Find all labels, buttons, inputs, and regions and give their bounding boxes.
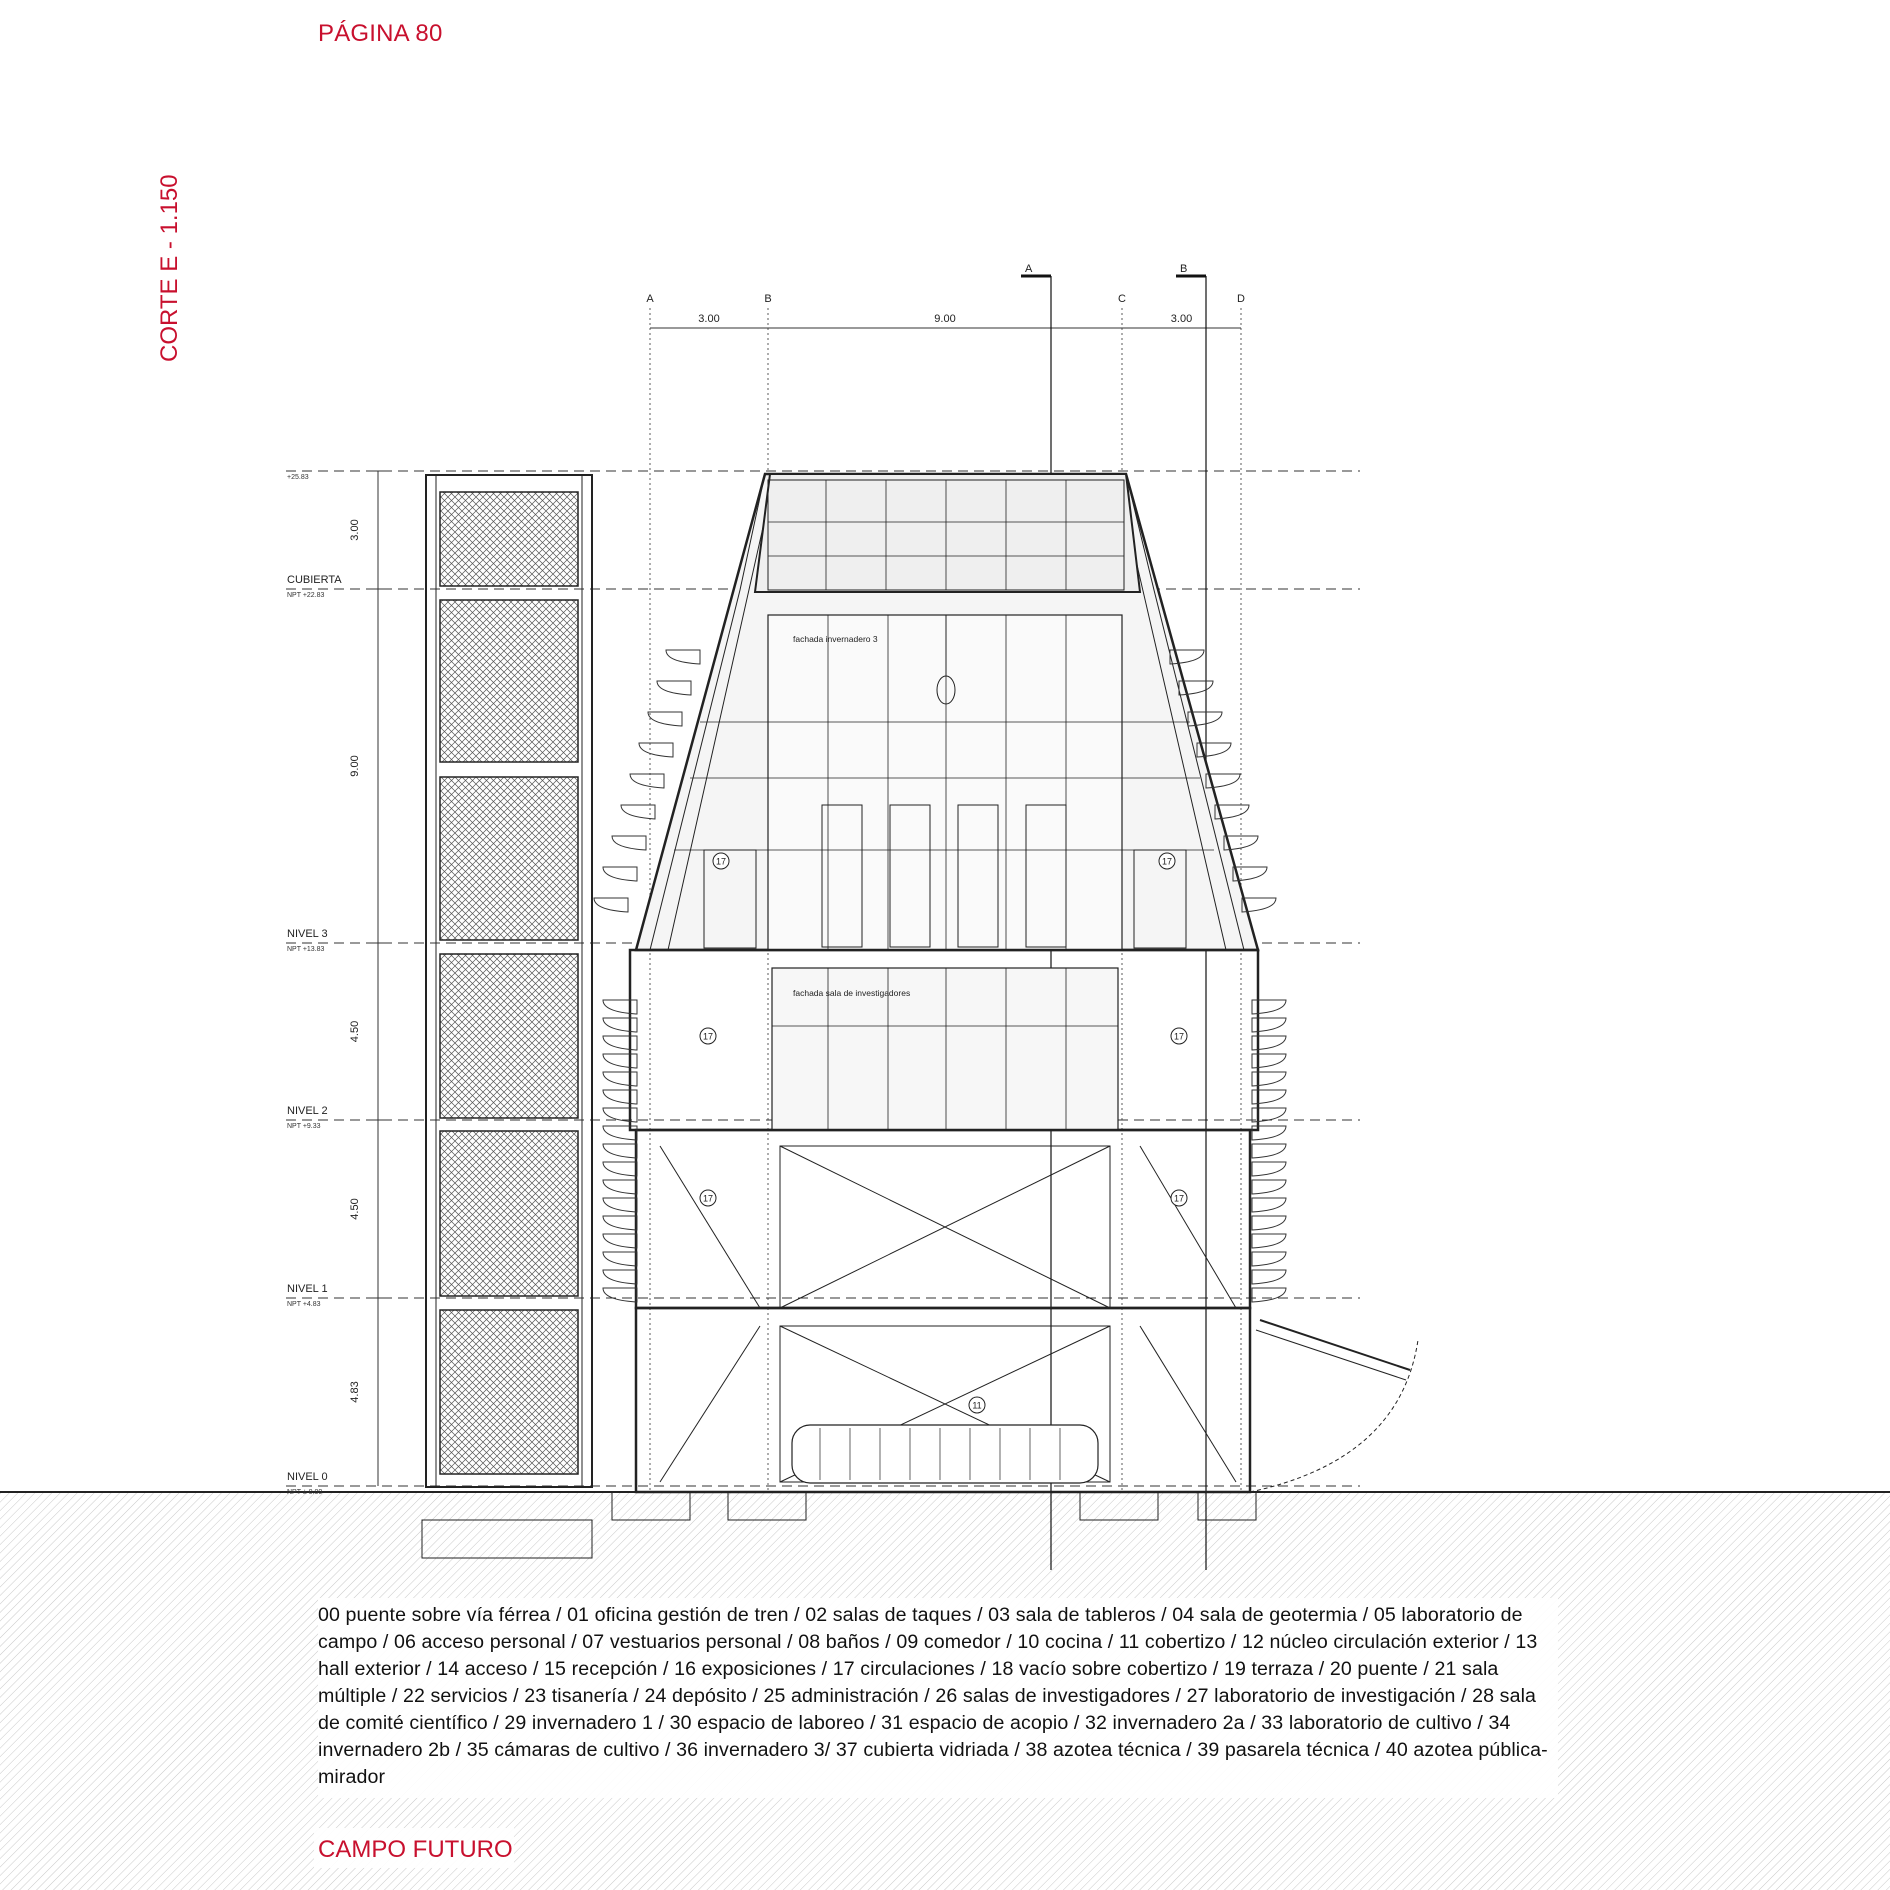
louvre-blade — [594, 898, 628, 912]
mesh-panel — [440, 600, 578, 762]
grid-axis-label: C — [1118, 293, 1126, 305]
louvre-blade — [1252, 1234, 1286, 1248]
louvre-blade — [603, 1198, 637, 1212]
louvre-blade — [657, 681, 691, 695]
mesh-panel — [440, 777, 578, 940]
level-npt: NPT +22.83 — [287, 592, 325, 599]
vertical-dimension: 9.00 — [349, 755, 361, 777]
louvre-blade — [1252, 1144, 1286, 1158]
top-dimension: 3.00 — [698, 313, 720, 325]
level-name: NIVEL 3 — [287, 928, 328, 940]
room-tag-number: 17 — [1173, 1193, 1185, 1204]
vertical-dimension: 4.50 — [349, 1198, 361, 1220]
louvre-blade — [603, 1072, 637, 1086]
louvre-blade — [603, 1000, 637, 1014]
louvre-blade — [1252, 1162, 1286, 1176]
level-npt: +25.83 — [287, 474, 309, 481]
louvre-blade — [603, 1126, 637, 1140]
room-tag-number: 11 — [972, 1400, 982, 1411]
grid-axis-label: A — [646, 293, 654, 305]
level-name: NIVEL 0 — [287, 1471, 328, 1483]
louvre-blade — [603, 1162, 637, 1176]
level-npt: NPT +4.83 — [287, 1301, 321, 1308]
room-tag-number: 17 — [715, 856, 727, 867]
louvre-blade — [603, 1270, 637, 1284]
louvre-blade — [603, 1090, 637, 1104]
vertical-dimension: 3.00 — [349, 519, 361, 541]
level-name: NIVEL 2 — [287, 1105, 328, 1117]
louvre-blade — [666, 650, 700, 664]
circulation-tower — [426, 475, 592, 1487]
top-dimension: 9.00 — [934, 313, 956, 325]
louvre-blade — [603, 1252, 637, 1266]
mesh-panel — [440, 954, 578, 1118]
level-npt: NPT ± 0.00 — [287, 1489, 323, 1496]
louvre-blade — [603, 1288, 637, 1302]
louvre-blade — [1252, 1270, 1286, 1284]
vertical-dimension: 4.83 — [349, 1381, 361, 1403]
louvre-blade — [621, 805, 655, 819]
mesh-panel — [440, 1131, 578, 1296]
louvre-blade — [1252, 1180, 1286, 1194]
grid-axis-label: B — [764, 293, 772, 305]
mesh-panels — [440, 492, 578, 1474]
level-name: CUBIERTA — [287, 574, 342, 586]
section-marker-label: A — [1025, 263, 1033, 275]
room-tag-number: 17 — [702, 1193, 714, 1204]
louvre-blade — [603, 1144, 637, 1158]
mesh-panel — [440, 492, 578, 586]
louvre-blade — [603, 1216, 637, 1230]
louvre-blade — [603, 1036, 637, 1050]
louvre-blade — [612, 836, 646, 850]
louvre-blade — [1252, 1198, 1286, 1212]
page-number: PÁGINA 80 — [318, 20, 443, 47]
annotation-researchers-facade: fachada sala de investigadores — [793, 988, 911, 998]
louvre-blade — [603, 867, 637, 881]
top-dimension: 3.00 — [1170, 313, 1193, 325]
level-labels — [287, 474, 342, 1496]
vertical-dimensions — [349, 471, 384, 1486]
legend-text: 00 puente sobre vía férrea / 01 oficina gestión de tren / 02 salas de taques / 03 sala de tableros / 04 sala de geotermia / 05 laboratorio de campo / 06 acceso personal / 07 vestuarios personal / 08 baños / 09 comedor / 10 cocina / 11 cobertizo / 12 núcleo circulación exterior / 13 hall exterior / 14 acceso / 15 recepción / 16 exposiciones / 17 circulaciones / 18 vacío sobre cobertizo / 19 terraza / 20 puente / 21 sala múltiple / 22 servicios / 23 tisanería / 24 depósito / 25 administración / 26 salas de investigadores / 27 laboratorio de investigación / 28 sala de comité científico / 29 invernadero 1 / 30 espacio de laboreo / 31 espacio de acopio / 32 invernadero 2a / 33 laboratorio de cultivo / 34 invernadero 2b / 35 cámaras de cultivo / 36 invernadero 3/ 37 cubierta vidriada / 38 azotea técnica / 39 pasarela técnica / 40 azotea pública-mirador — [318, 1604, 1548, 1788]
louvre-blade — [639, 743, 673, 757]
louvre-blade — [648, 712, 682, 726]
section-title: CORTE E - 1.150 — [156, 174, 183, 362]
vertical-dimension: 4.50 — [349, 1020, 361, 1043]
section-marker-label: B — [1180, 263, 1188, 275]
room-tag-number: 17 — [1173, 1031, 1185, 1042]
room-tag-number: 17 — [1161, 856, 1173, 867]
level-npt: NPT +13.83 — [287, 946, 325, 953]
louvre-blade — [603, 1234, 637, 1248]
louvre-blade — [603, 1054, 637, 1068]
louvre-blade — [1252, 1252, 1286, 1266]
annotation-greenhouse-facade: fachada invernadero 3 — [793, 634, 878, 644]
louvre-blade — [1252, 1288, 1286, 1302]
grid-axis-label: D — [1237, 293, 1245, 305]
project-name: CAMPO FUTURO — [318, 1836, 513, 1863]
level-npt: NPT +9.33 — [287, 1123, 321, 1130]
louvre-blade — [603, 1180, 637, 1194]
room-tag-number: 17 — [702, 1031, 714, 1042]
louvre-blade — [603, 1018, 637, 1032]
louvre-blade — [1252, 1216, 1286, 1230]
mesh-panel — [440, 1310, 578, 1474]
level-name: NIVEL 1 — [287, 1283, 328, 1295]
louvre-blade — [630, 774, 664, 788]
